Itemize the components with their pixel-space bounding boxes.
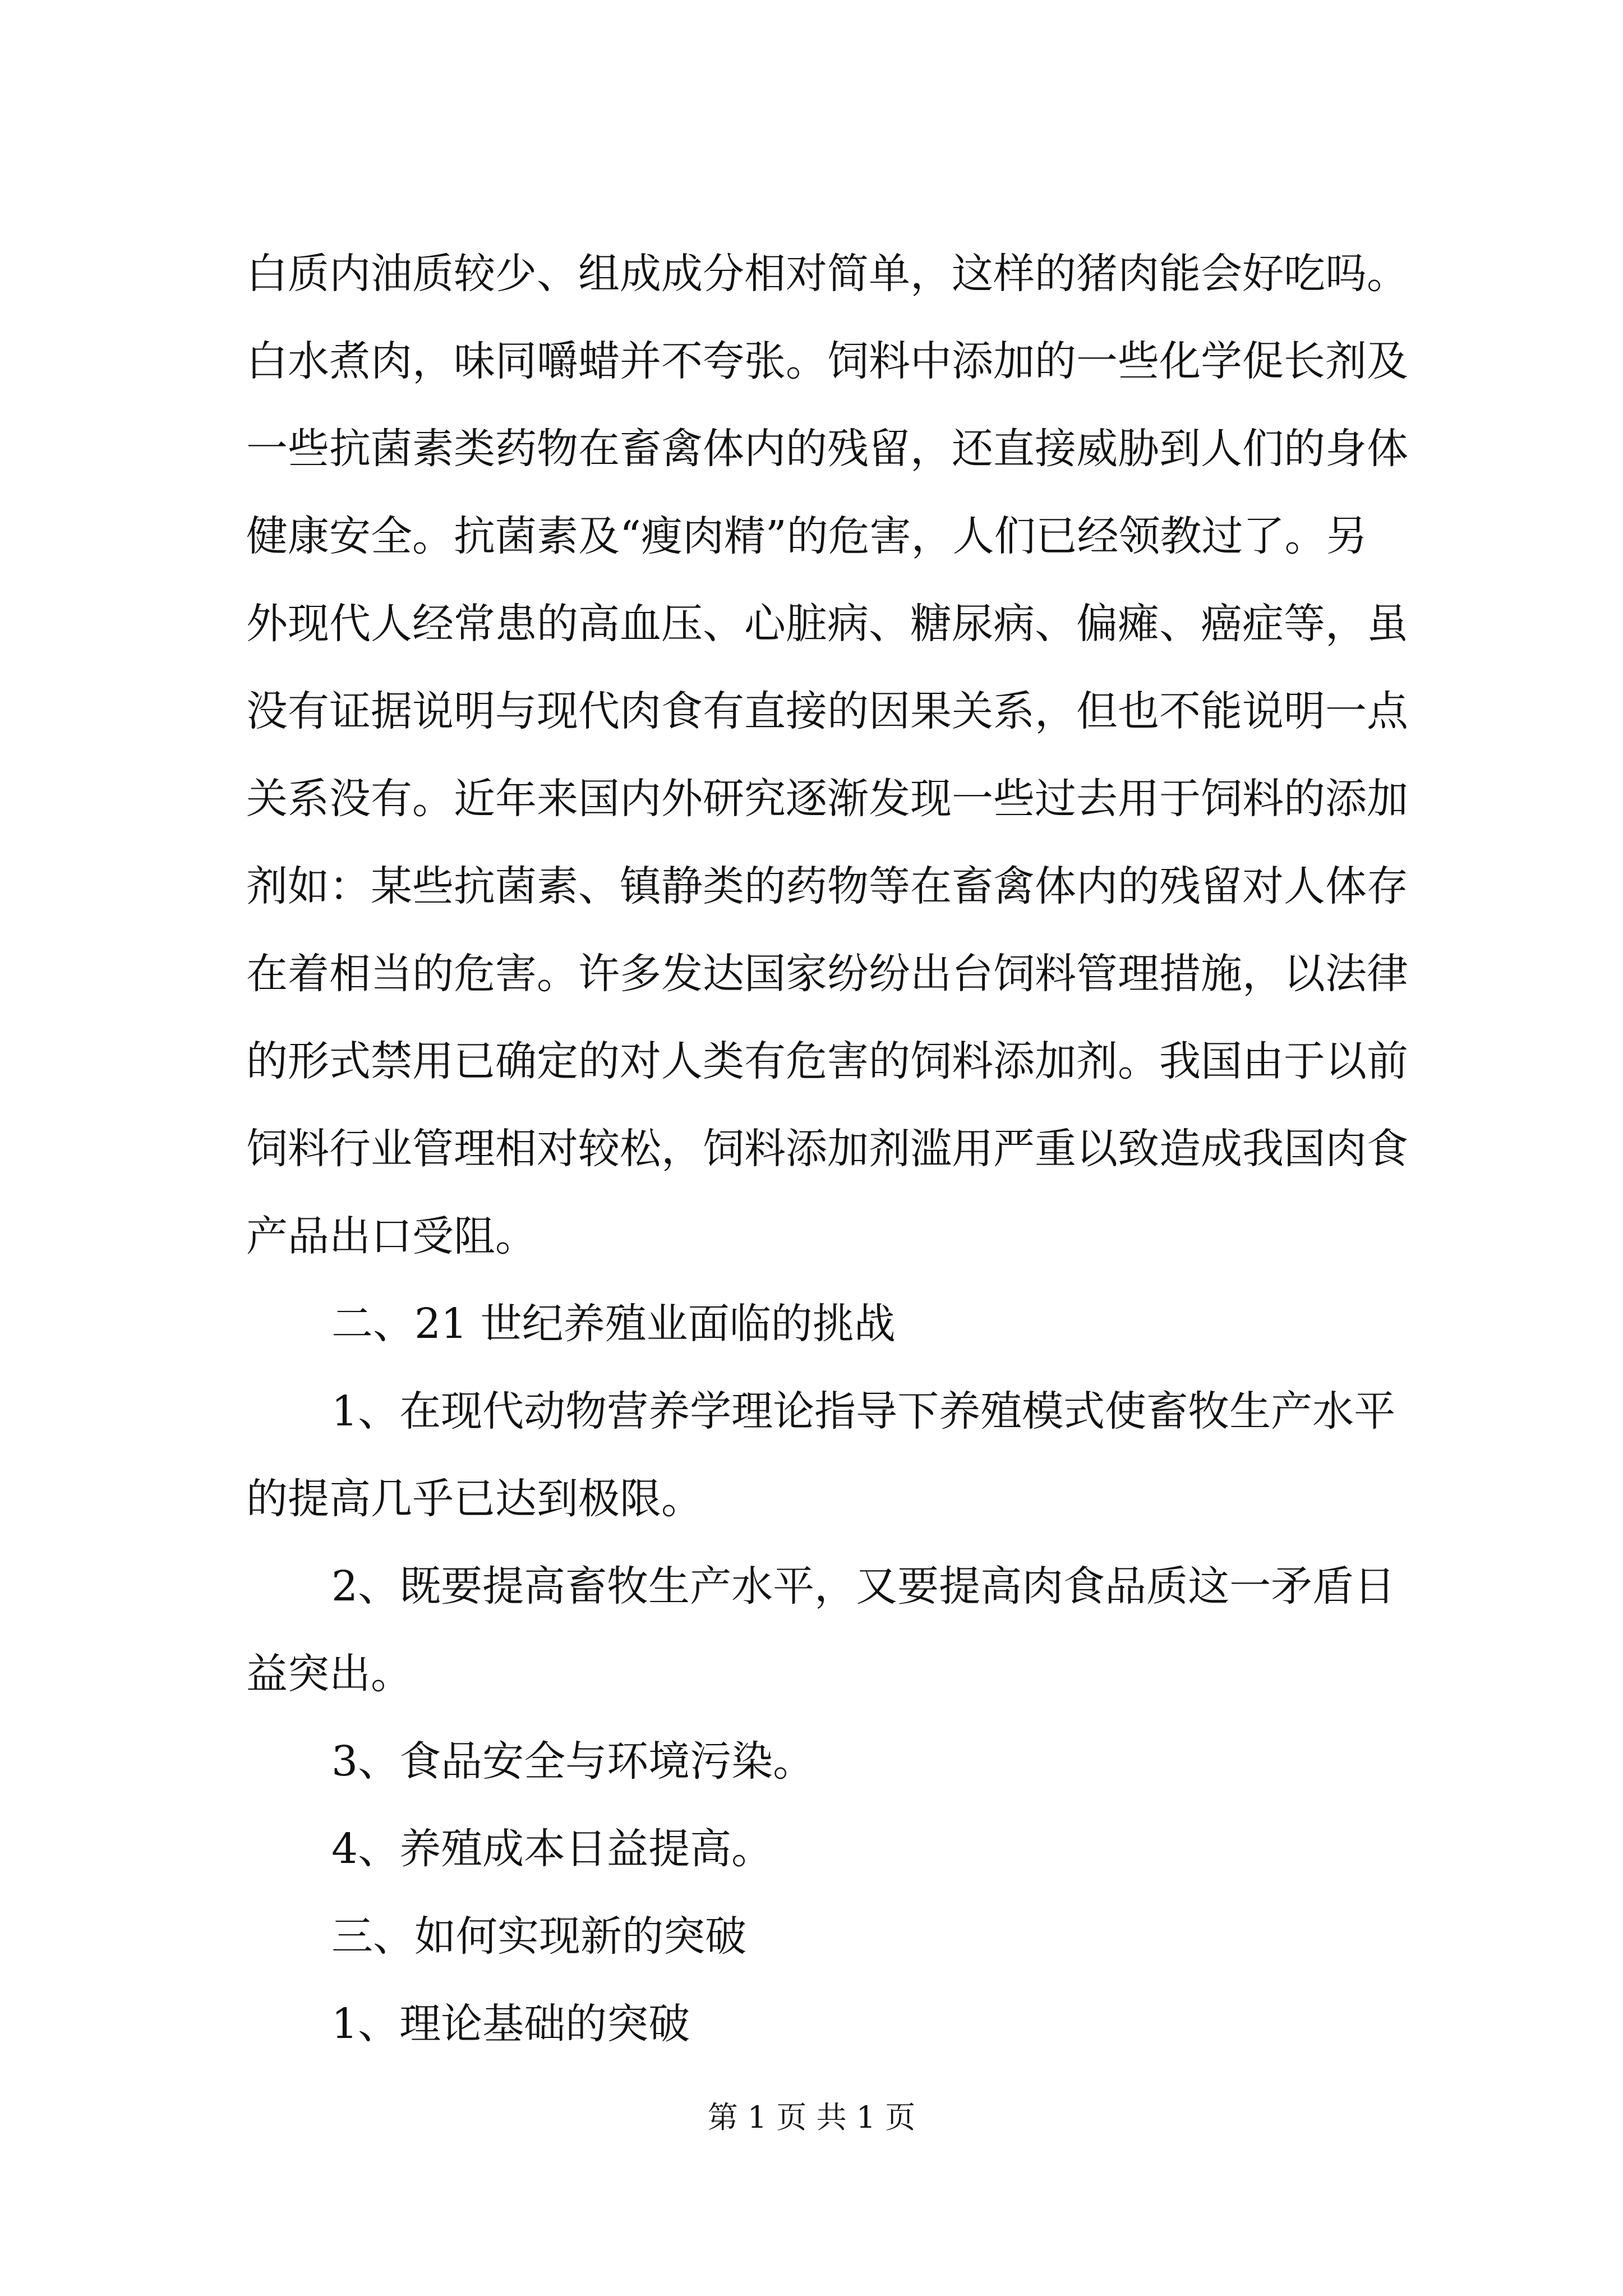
section-2-item-1-line-2: 的提高几乎已达到极限。 — [246, 1475, 703, 1523]
section-2-item-2-line-1: 2、既要提高畜牧生产水平，又要提高肉食品质这一矛盾日 — [331, 1562, 1396, 1611]
section-2-heading: 二、21 世纪养殖业面临的挑战 — [331, 1300, 896, 1348]
paragraph-1-line-6: 没有证据说明与现代肉食有直接的因果关系，但也不能说明一点 — [246, 687, 1408, 735]
paragraph-1-line-5: 外现代人经常患的高血压、心脏病、糖尿病、偏瘫、癌症等，虽 — [246, 600, 1408, 648]
paragraph-1-line-2: 白水煮肉，味同嚼蜡并不夸张。饲料中添加的一些化学促长剂及 — [246, 337, 1408, 385]
document-body — [246, 230, 1433, 2068]
section-2-item-2-line-2: 益突出。 — [246, 1650, 412, 1698]
paragraph-1-line-10: 的形式禁用已确定的对人类有危害的饲料添加剂。我国由于以前 — [246, 1037, 1408, 1085]
paragraph-1-line-12: 产品出口受阻。 — [246, 1212, 537, 1260]
paragraph-1-line-1: 白质内油质较少、组成成分相对简单，这样的猪肉能会好吃吗。 — [246, 250, 1408, 298]
section-2-item-4: 4、养殖成本日益提高。 — [331, 1825, 773, 1873]
section-2-item-1-line-1: 1、在现代动物营养学理论指导下养殖模式使畜牧生产水平 — [331, 1387, 1396, 1435]
paragraph-1-line-4: 健康安全。抗菌素及“瘦肉精”的危害，人们已经领教过了。另 — [246, 512, 1368, 560]
section-3-item-1: 1、理论基础的突破 — [331, 2000, 690, 2048]
paragraph-1-line-8: 剂如：某些抗菌素、镇静类的药物等在畜禽体内的残留对人体存 — [246, 862, 1408, 910]
section-3-heading: 三、如何实现新的突破 — [331, 1912, 746, 1961]
paragraph-1-line-11: 饲料行业管理相对较松，饲料添加剂滥用严重以致造成我国肉食 — [246, 1125, 1408, 1173]
paragraph-1-line-7: 关系没有。近年来国内外研究逐渐发现一些过去用于饲料的添加 — [246, 775, 1408, 823]
section-2-item-3: 3、食品安全与环境污染。 — [331, 1737, 815, 1786]
page-footer: 第 1 页 共 1 页 — [707, 2100, 916, 2135]
paragraph-1-line-9: 在着相当的危害。许多发达国家纷纷出台饲料管理措施，以法律 — [246, 950, 1408, 998]
paragraph-1-line-3: 一些抗菌素类药物在畜禽体内的残留，还直接威胁到人们的身体 — [246, 425, 1408, 473]
